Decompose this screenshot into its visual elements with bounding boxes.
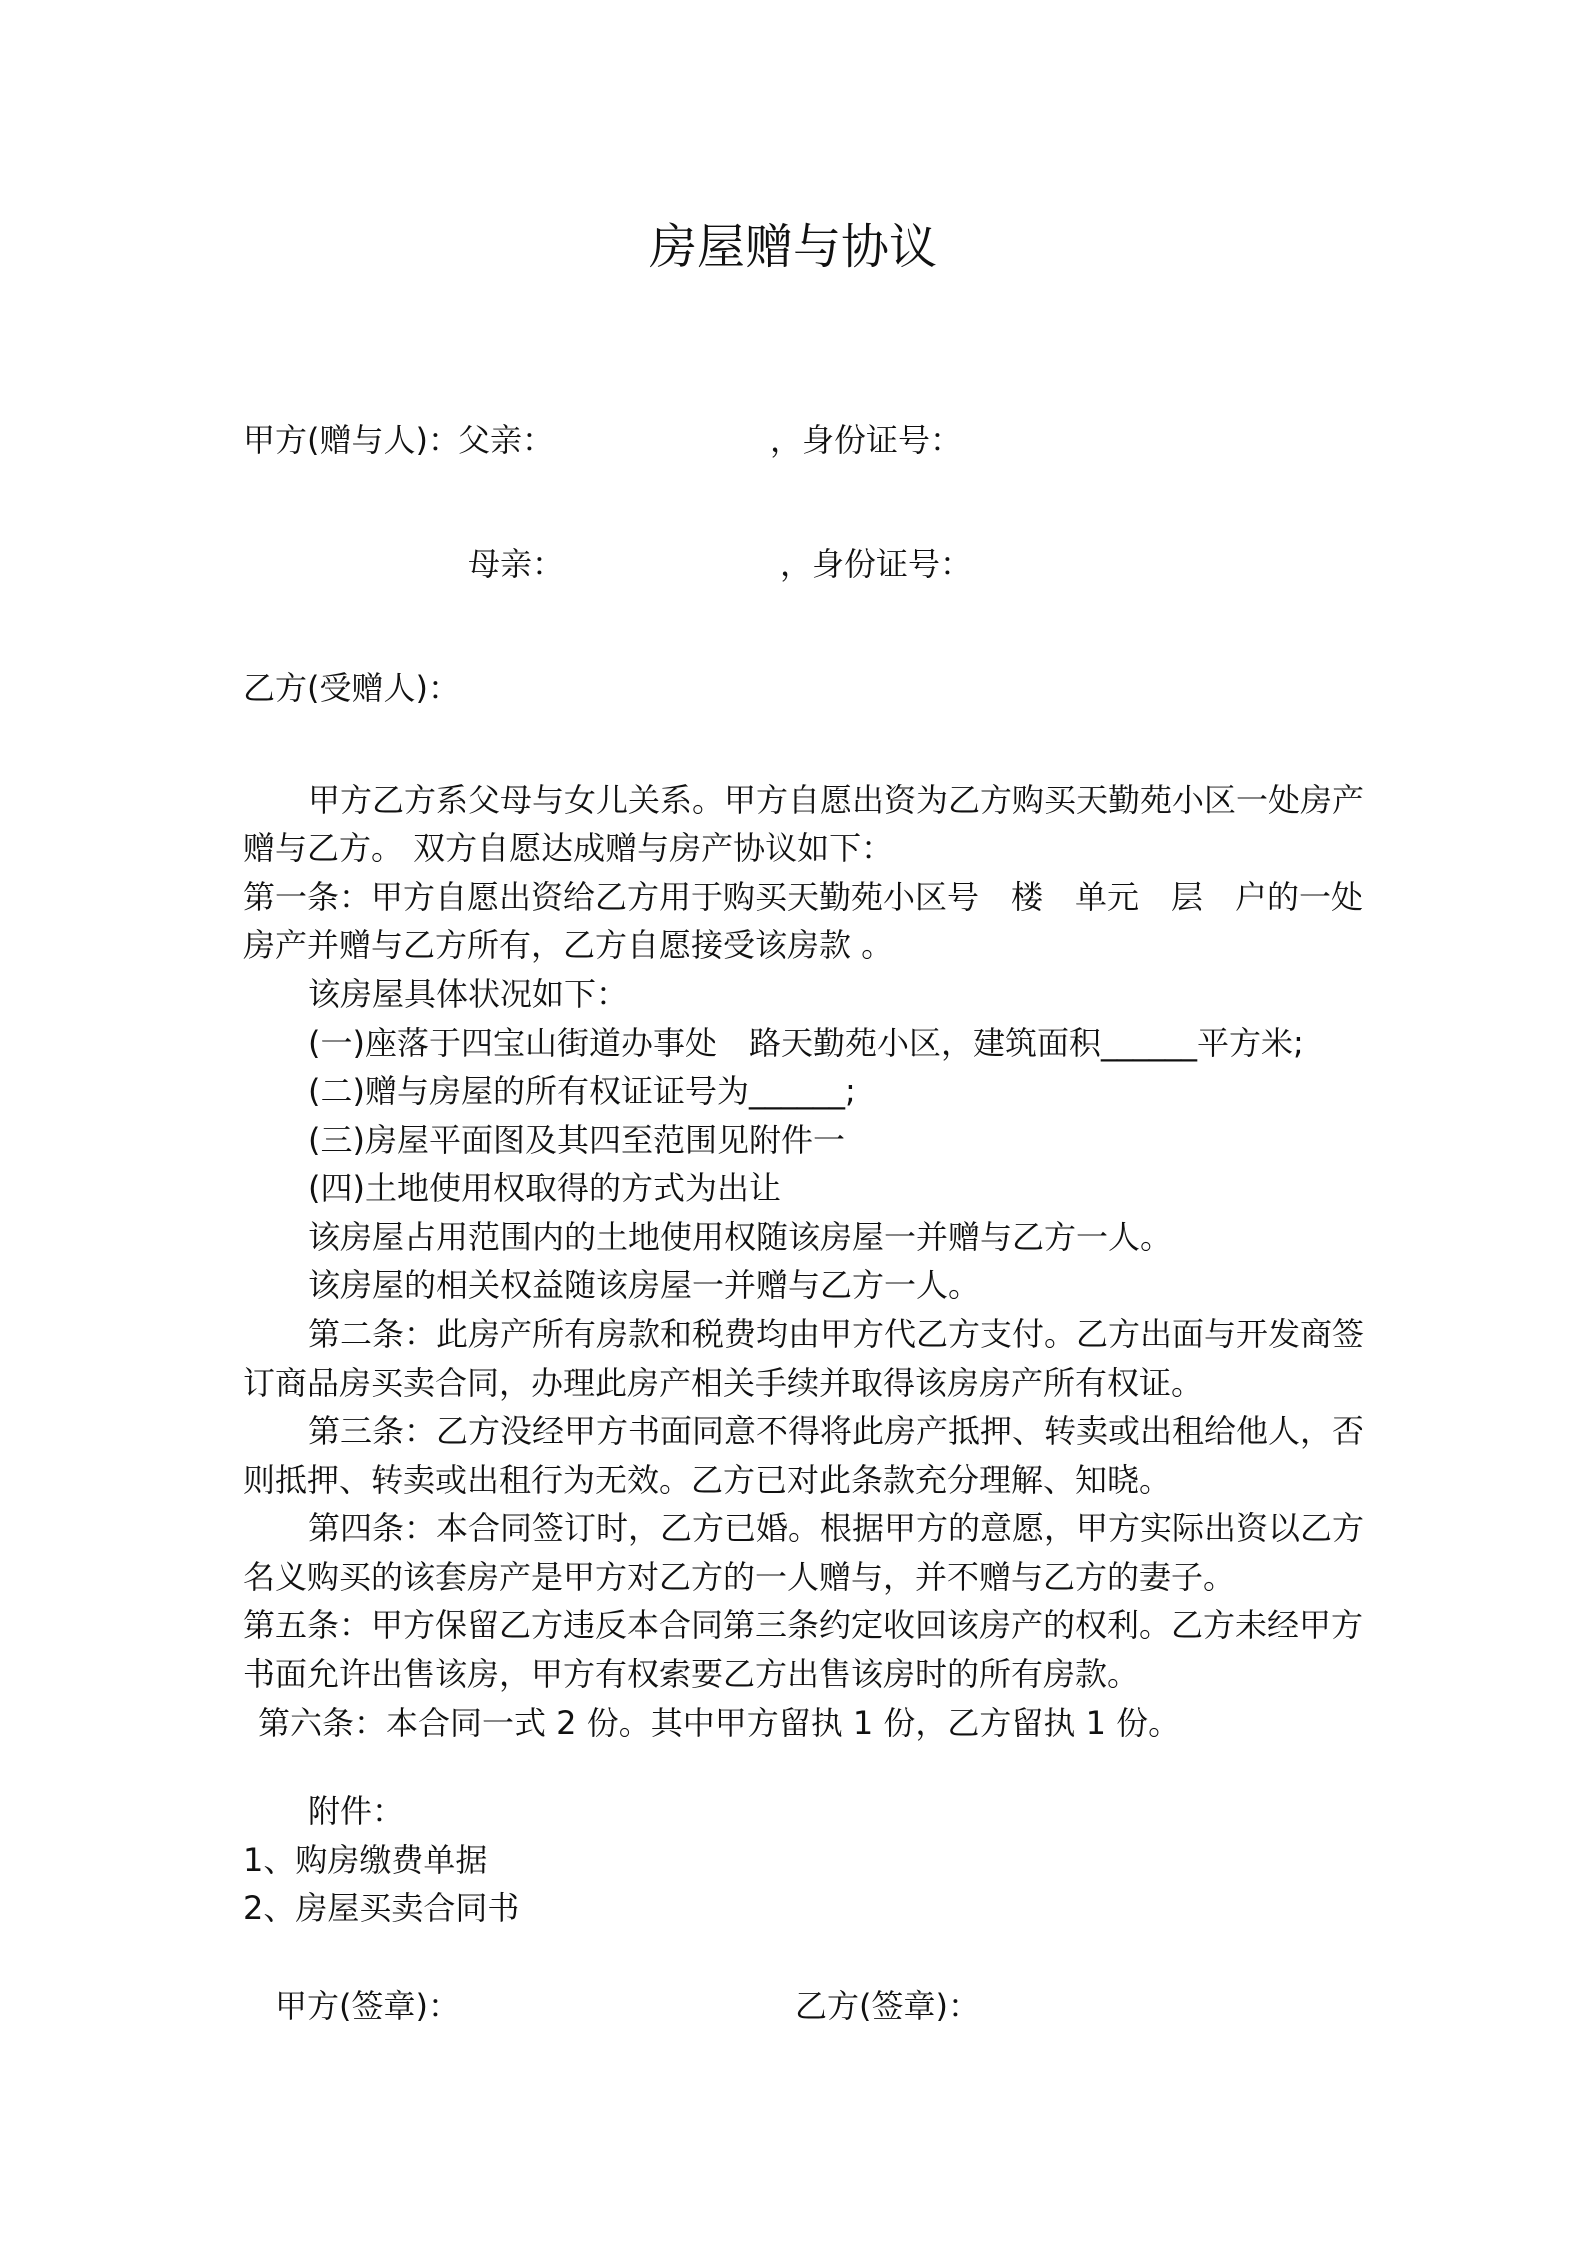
father-label: 父亲：	[458, 421, 555, 459]
body-line: 订商品房买卖合同，办理此房产相关手续并取得该房房产所有权证。	[243, 1364, 1204, 1402]
article-5-line: 第五条：甲方保留乙方违反本合同第三条约定收回该房产的权利。乙方未经甲方	[243, 1606, 1364, 1644]
article-4-line: 第四条：本合同签订时，乙方已婚。根据甲方的意愿，甲方实际出资以乙方	[308, 1509, 1365, 1547]
body-line: 赠与乙方。 双方自愿达成赠与房产协议如下：	[243, 829, 894, 867]
party-b-label: 乙方(受赠人)：	[243, 669, 460, 707]
article-3-line: 第三条：乙方没经甲方书面同意不得将此房产抵押、转卖或出租给他人，否	[308, 1412, 1365, 1450]
body-line: 则抵押、转卖或出租行为无效。乙方已对此条款充分理解、知晓。	[243, 1461, 1172, 1499]
mother-id-label: ，身份证号：	[780, 545, 973, 583]
attachment-item: 2、房屋买卖合同书	[243, 1889, 520, 1927]
body-line: (二)赠与房屋的所有权证证号为______;	[308, 1072, 856, 1110]
body-line: 该房屋占用范围内的土地使用权随该房屋一并赠与乙方一人。	[308, 1218, 1173, 1256]
document-title: 房屋赠与协议	[648, 219, 937, 275]
body-line: (三)房屋平面图及其四至范围见附件一	[308, 1121, 845, 1159]
article-1-line: 第一条：甲方自愿出资给乙方用于购买天勤苑小区号 楼 单元 层 户的一处	[243, 878, 1364, 916]
body-line: 该房屋的相关权益随该房屋一并赠与乙方一人。	[308, 1266, 981, 1304]
body-line: 名义购买的该套房产是甲方对乙方的一人赠与，并不赠与乙方的妻子。	[243, 1558, 1236, 1596]
attachment-item: 1、购房缴费单据	[243, 1841, 488, 1879]
article-6-line: 第六条：本合同一式 2 份。其中甲方留执 1 份，乙方留执 1 份。	[258, 1704, 1181, 1742]
party-a-label: 甲方(赠与人)：	[243, 421, 460, 459]
article-2-line: 第二条：此房产所有房款和税费均由甲方代乙方支付。乙方出面与开发商签	[308, 1315, 1365, 1353]
body-line: (一)座落于四宝山街道办事处 路天勤苑小区，建筑面积______平方米;	[308, 1024, 1304, 1062]
party-b-signature-label: 乙方(签章)：	[795, 1987, 980, 2025]
body-line: 书面允许出售该房，甲方有权索要乙方出售该房时的所有房款。	[243, 1655, 1140, 1693]
party-a-signature-label: 甲方(签章)：	[275, 1987, 460, 2025]
mother-label: 母亲：	[468, 545, 565, 583]
attachments-label: 附件：	[308, 1792, 405, 1830]
body-line: 房产并赠与乙方所有，乙方自愿接受该房款 。	[243, 926, 894, 964]
father-id-label: ，身份证号：	[770, 421, 963, 459]
body-line: 该房屋具体状况如下：	[308, 975, 629, 1013]
body-line: (四)土地使用权取得的方式为出让	[308, 1169, 781, 1207]
body-line: 甲方乙方系父母与女儿关系。甲方自愿出资为乙方购买天勤苑小区一处房产	[308, 781, 1365, 819]
